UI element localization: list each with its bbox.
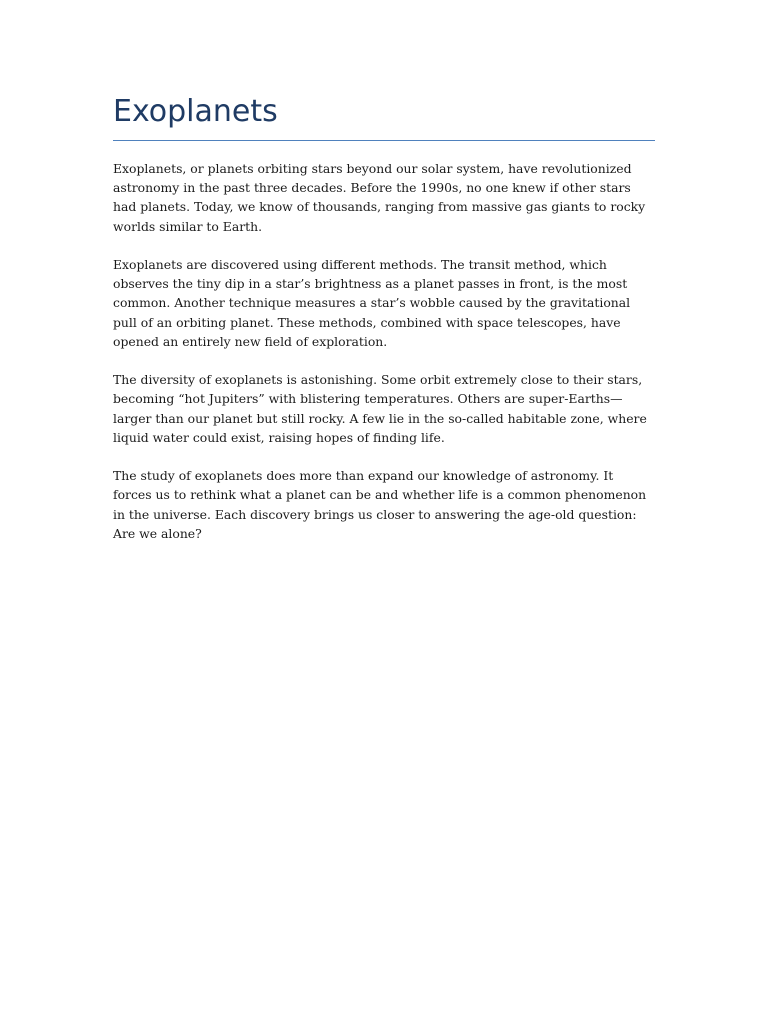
paragraph-intro: Exoplanets, or planets orbiting stars beyond our solar system, have revolutionized astronomy in the past three decades. Before the 1990s, no one knew if other stars had planets. Today, we know of thousands, ranging from massive gas giants to rocky worlds similar to Earth. — [113, 161, 646, 234]
title-underline-rule — [113, 140, 655, 141]
document-title: Exoplanets — [113, 94, 278, 129]
paragraph-methods: Exoplanets are discovered using different methods. The transit method, which observes the tiny dip in a star’s brightness as a planet passes in front, is the most common. Another technique measures a star’s wobble caused by the gravitational pull of an orbiting planet. These methods, combined with space telescopes, have opened an entirely new field of exploration. — [113, 257, 631, 349]
paragraph-conclusion: The study of exoplanets does more than expand our knowledge of astronomy. It forces us to rethink what a planet can be and whether life is a common phenomenon in the universe. Each discovery brings us closer to answering the age-old question: Are we alone? — [113, 468, 647, 541]
document-body — [113, 92, 655, 562]
paragraph-diversity: The diversity of exoplanets is astonishing. Some orbit extremely close to their stars, becoming “hot Jupiters” with blistering temperatures. Others are super-Earths—larger than our planet but still rocky. A few lie in the so-called habitable zone, where liquid water could exist, raising hopes of finding life. — [113, 372, 647, 445]
